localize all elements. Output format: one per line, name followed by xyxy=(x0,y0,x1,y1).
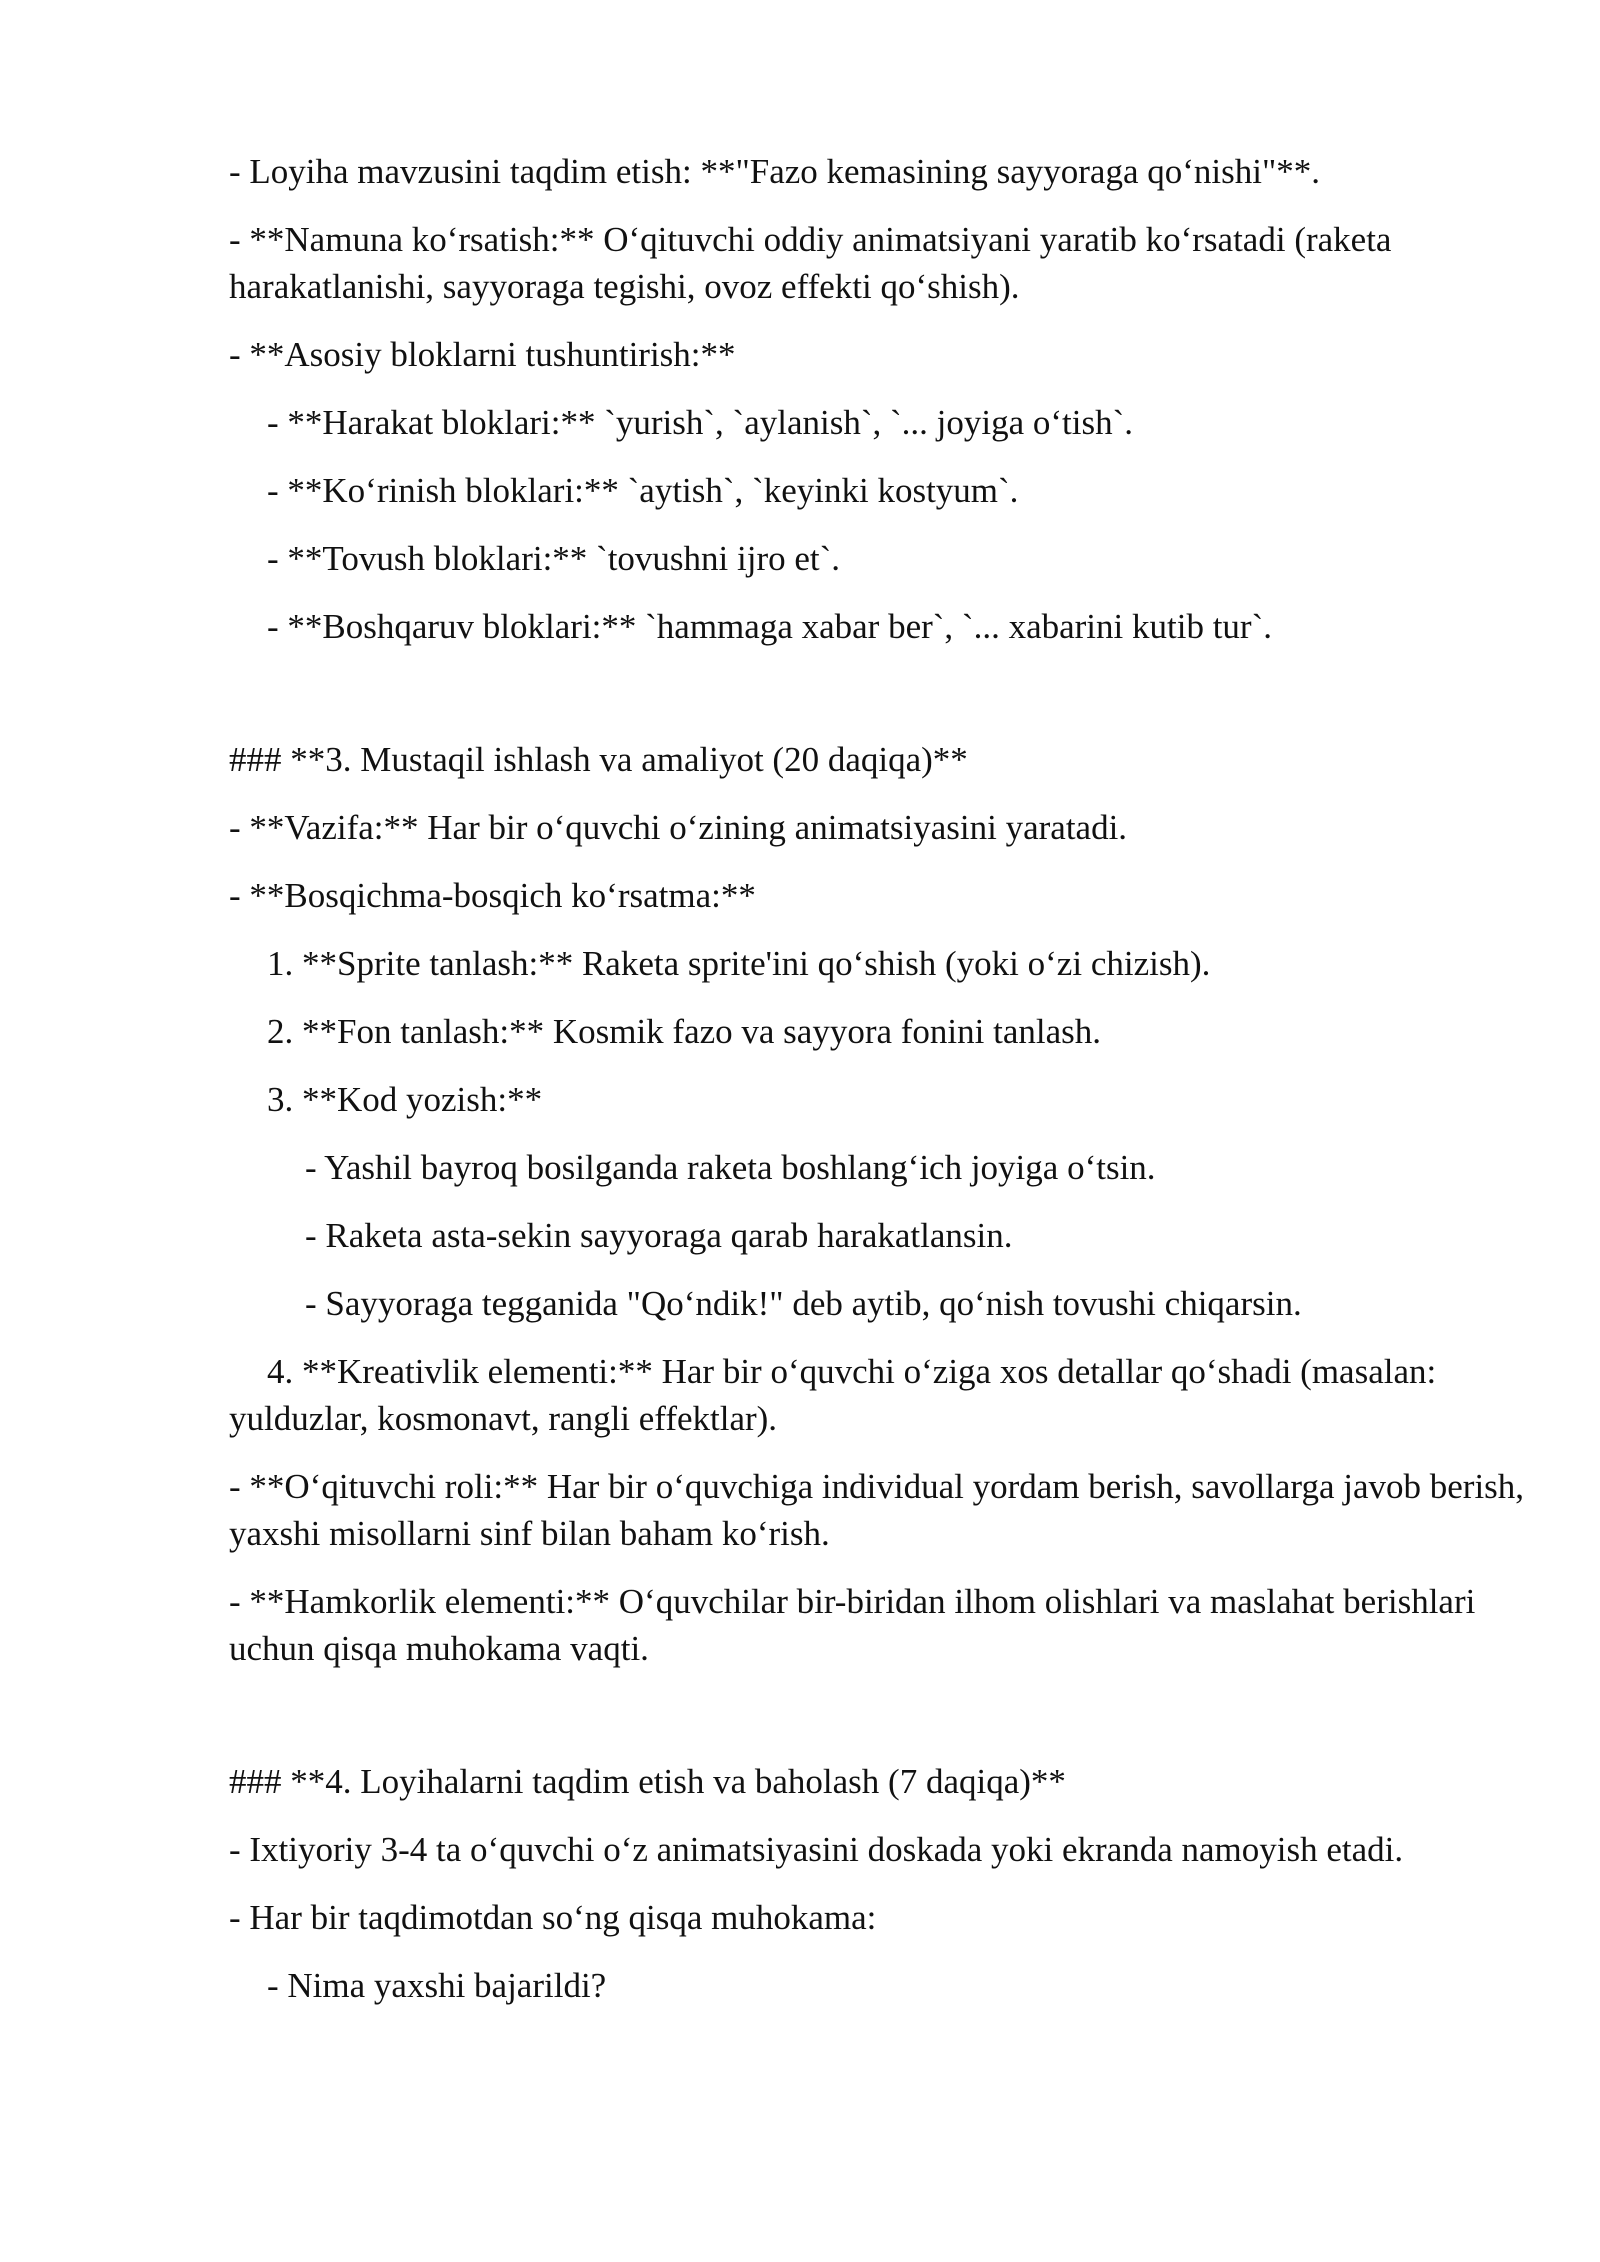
document-paragraph: 2. **Fon tanlash:** Kosmik fazo va sayyora fonini tanlash. xyxy=(267,1012,1102,1051)
section-gap xyxy=(229,1693,1529,1758)
document-paragraph: - **O‘qituvchi roli:** Har bir o‘quvchiga individual yordam berish, savollarga javob berish, yaxshi misollarni sinf bilan baham ko‘rish. xyxy=(229,1467,1525,1553)
document-paragraph: - Sayyoraga tegganida "Qo‘ndik!" deb aytib, qo‘nish tovushi chiqarsin. xyxy=(305,1284,1302,1323)
section-heading: ### **4. Loyihalarni taqdim etish va baholash (7 daqiqa)** xyxy=(229,1762,1066,1801)
section-heading: ### **3. Mustaqil ishlash va amaliyot (20 daqiqa)** xyxy=(229,740,968,779)
document-paragraph: - **Asosiy bloklarni tushuntirish:** xyxy=(229,335,736,374)
document-paragraph: 1. **Sprite tanlash:** Raketa sprite'ini qo‘shish (yoki o‘zi chizish). xyxy=(267,944,1211,983)
document-paragraph: - **Bosqichma-bosqich ko‘rsatma:** xyxy=(229,876,756,915)
section-gap xyxy=(229,671,1529,736)
document-paragraph: - Ixtiyoriy 3-4 ta o‘quvchi o‘z animatsiyasini doskada yoki ekranda namoyish etadi. xyxy=(229,1830,1404,1869)
document-paragraph: - **Namuna ko‘rsatish:** O‘qituvchi oddiy animatsiyani yaratib ko‘rsatadi (raketa harakatlanishi, sayyoraga tegishi, ovoz effekti qo‘shish). xyxy=(229,220,1392,306)
document-paragraph: - **Hamkorlik elementi:** O‘quvchilar bir-biridan ilhom olishlari va maslahat berishlari uchun qisqa muhokama vaqti. xyxy=(229,1582,1476,1668)
document-paragraph: - Har bir taqdimotdan so‘ng qisqa muhokama: xyxy=(229,1898,877,1937)
document-paragraph: - **Tovush bloklari:** `tovushni ijro et`. xyxy=(267,539,841,578)
document-paragraph: - **Vazifa:** Har bir o‘quvchi o‘zining animatsiyasini yaratadi. xyxy=(229,808,1128,847)
document-paragraph: - Nima yaxshi bajarildi? xyxy=(267,1966,607,2005)
document-paragraph: - Loyiha mavzusini taqdim etish: **"Fazo kemasining sayyoraga qo‘nishi"**. xyxy=(229,152,1321,191)
document-paragraph: 3. **Kod yozish:** xyxy=(267,1080,543,1119)
document-paragraph: - **Boshqaruv bloklari:** `hammaga xabar ber`, `... xabarini kutib tur`. xyxy=(267,607,1272,646)
document-paragraph: - **Ko‘rinish bloklari:** `aytish`, `keyinki kostyum`. xyxy=(267,471,1019,510)
document-paragraph: - Yashil bayroq bosilganda raketa boshlang‘ich joyiga o‘tsin. xyxy=(305,1148,1156,1187)
document-paragraph: - **Harakat bloklari:** `yurish`, `aylanish`, `... joyiga o‘tish`. xyxy=(267,403,1134,442)
document-body xyxy=(229,148,1529,2030)
document-paragraph: 4. **Kreativlik elementi:** Har bir o‘quvchi o‘ziga xos detallar qo‘shadi (masalan: yulduzlar, kosmonavt, rangli effektlar). xyxy=(229,1352,1437,1438)
document-paragraph: - Raketa asta-sekin sayyoraga qarab harakatlansin. xyxy=(305,1216,1013,1255)
